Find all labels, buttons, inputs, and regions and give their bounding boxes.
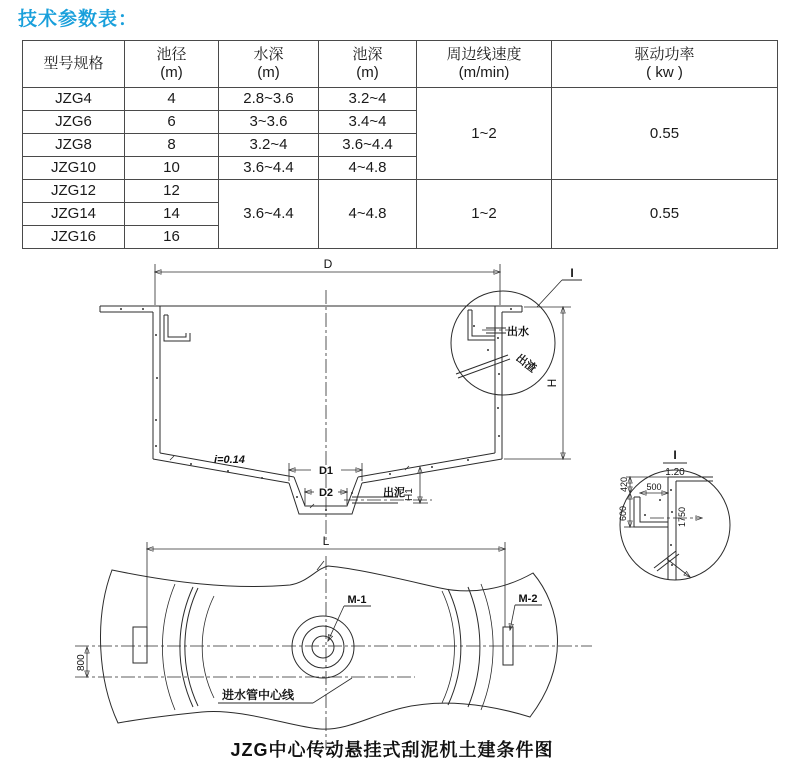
spec-table — [22, 40, 778, 249]
col-model-label: 型号规格 — [43, 55, 104, 72]
cell-pool-depth-group2: 4~4.8 — [319, 180, 417, 249]
col-drive-power — [552, 41, 778, 88]
cell-water-depth-group2: 3.6~4.4 — [219, 180, 319, 249]
cell-drive-power-group2: 0.55 — [552, 180, 778, 249]
col-water-depth-unit: (m) — [257, 64, 280, 81]
col-drive-power-label: 驱动功率 — [634, 46, 695, 63]
construction-drawing — [0, 250, 800, 769]
cell-water-depth: 2.8~3.6 — [219, 88, 319, 111]
dim-d1-label: D1 — [318, 465, 334, 477]
cell-pool-depth: 4~4.8 — [319, 157, 417, 180]
cell-pool-depth: 3.2~4 — [319, 88, 417, 111]
col-pool-depth-label: 池深 — [352, 46, 383, 63]
detail-ref-label: I — [570, 266, 574, 280]
m1-label: M-1 — [347, 594, 367, 606]
dim-600-label: 600 — [618, 505, 628, 521]
cell-model: JZG8 — [23, 134, 125, 157]
cell-water-depth: 3.6~4.4 — [219, 157, 319, 180]
dim-h-label: H — [545, 378, 559, 388]
cell-diameter: 4 — [125, 88, 219, 111]
table-row — [23, 88, 778, 111]
mount-m1 — [328, 594, 371, 641]
col-pool-depth-unit: (m) — [356, 64, 379, 81]
col-diameter — [125, 41, 219, 88]
header-row — [23, 41, 778, 88]
cell-diameter: 16 — [125, 226, 219, 249]
dim-d2-label: D2 — [318, 487, 334, 499]
section-detail-ref — [537, 266, 582, 307]
mount-m2 — [510, 593, 542, 630]
dim-l-label: L — [322, 534, 330, 548]
dim-800 — [76, 647, 87, 677]
detail-scale: 1:20 — [665, 467, 685, 478]
cell-diameter: 10 — [125, 157, 219, 180]
cell-model: JZG10 — [23, 157, 125, 180]
cell-model: JZG6 — [23, 111, 125, 134]
col-line-speed — [417, 41, 552, 88]
detail-dim-600 — [618, 493, 630, 527]
dim-500-label: 500 — [646, 482, 662, 492]
inlet-centerline-label: 进水管中心线 — [222, 688, 295, 702]
col-line-speed-label: 周边线速度 — [446, 46, 522, 63]
inlet-pipe-block — [133, 627, 147, 663]
cell-line-speed-group2: 1~2 — [417, 180, 552, 249]
cell-water-depth: 3.2~4 — [219, 134, 319, 157]
concrete-texture — [120, 308, 512, 511]
section-view — [100, 257, 582, 540]
dim-420-label: 420 — [619, 476, 629, 492]
col-pool-depth — [319, 41, 417, 88]
dim-d1 — [289, 463, 362, 481]
col-diameter-unit: (m) — [160, 64, 183, 81]
plan-view — [75, 534, 592, 750]
col-diameter-label: 池径 — [156, 46, 187, 63]
plan-outline — [101, 566, 558, 729]
cell-pool-depth: 3.6~4.4 — [319, 134, 417, 157]
dim-d-label: D — [323, 257, 333, 271]
detail-dim-420 — [619, 477, 630, 493]
col-drive-power-unit: ( kw ) — [646, 64, 683, 81]
dim-800-label: 800 — [76, 654, 87, 671]
cell-diameter: 14 — [125, 203, 219, 226]
cell-diameter: 6 — [125, 111, 219, 134]
col-model — [23, 41, 125, 88]
cell-drive-power-group1: 0.55 — [552, 88, 778, 180]
dim-d — [155, 257, 500, 305]
col-water-depth — [219, 41, 319, 88]
drawing-caption: JZG中心传动悬挂式刮泥机土建条件图 — [230, 740, 554, 760]
m2-label: M-2 — [518, 593, 538, 605]
cell-line-speed-group1: 1~2 — [417, 88, 552, 180]
center-drive-circles — [292, 616, 354, 678]
cell-pool-depth: 3.4~4 — [319, 111, 417, 134]
page-title: 技术参数表： — [18, 9, 139, 30]
table-row — [23, 180, 778, 203]
slag-outlet-label: 出渣 — [513, 352, 539, 376]
detail-view — [618, 448, 730, 580]
col-water-depth-label: 水深 — [253, 46, 284, 63]
dim-1750-label: 1750 — [677, 506, 687, 527]
dim-h1-label: H1 — [404, 488, 415, 501]
cell-model: JZG12 — [23, 180, 125, 203]
cell-model: JZG16 — [23, 226, 125, 249]
cell-model: JZG4 — [23, 88, 125, 111]
cell-diameter: 8 — [125, 134, 219, 157]
cell-model: JZG14 — [23, 203, 125, 226]
detail-dim-500 — [640, 482, 668, 493]
mud-outlet — [344, 485, 432, 503]
mud-outlet-label: 出泥 — [383, 487, 405, 499]
cell-water-depth: 3~3.6 — [219, 111, 319, 134]
tank-outline — [100, 290, 522, 540]
water-outlet-label: 出水 — [507, 326, 529, 338]
col-line-speed-unit: (m/min) — [458, 64, 510, 81]
cell-diameter: 12 — [125, 180, 219, 203]
inlet-centerline-callout — [218, 678, 352, 703]
detail-title: I — [673, 448, 677, 462]
slope-label: i=0.14 — [214, 454, 245, 466]
